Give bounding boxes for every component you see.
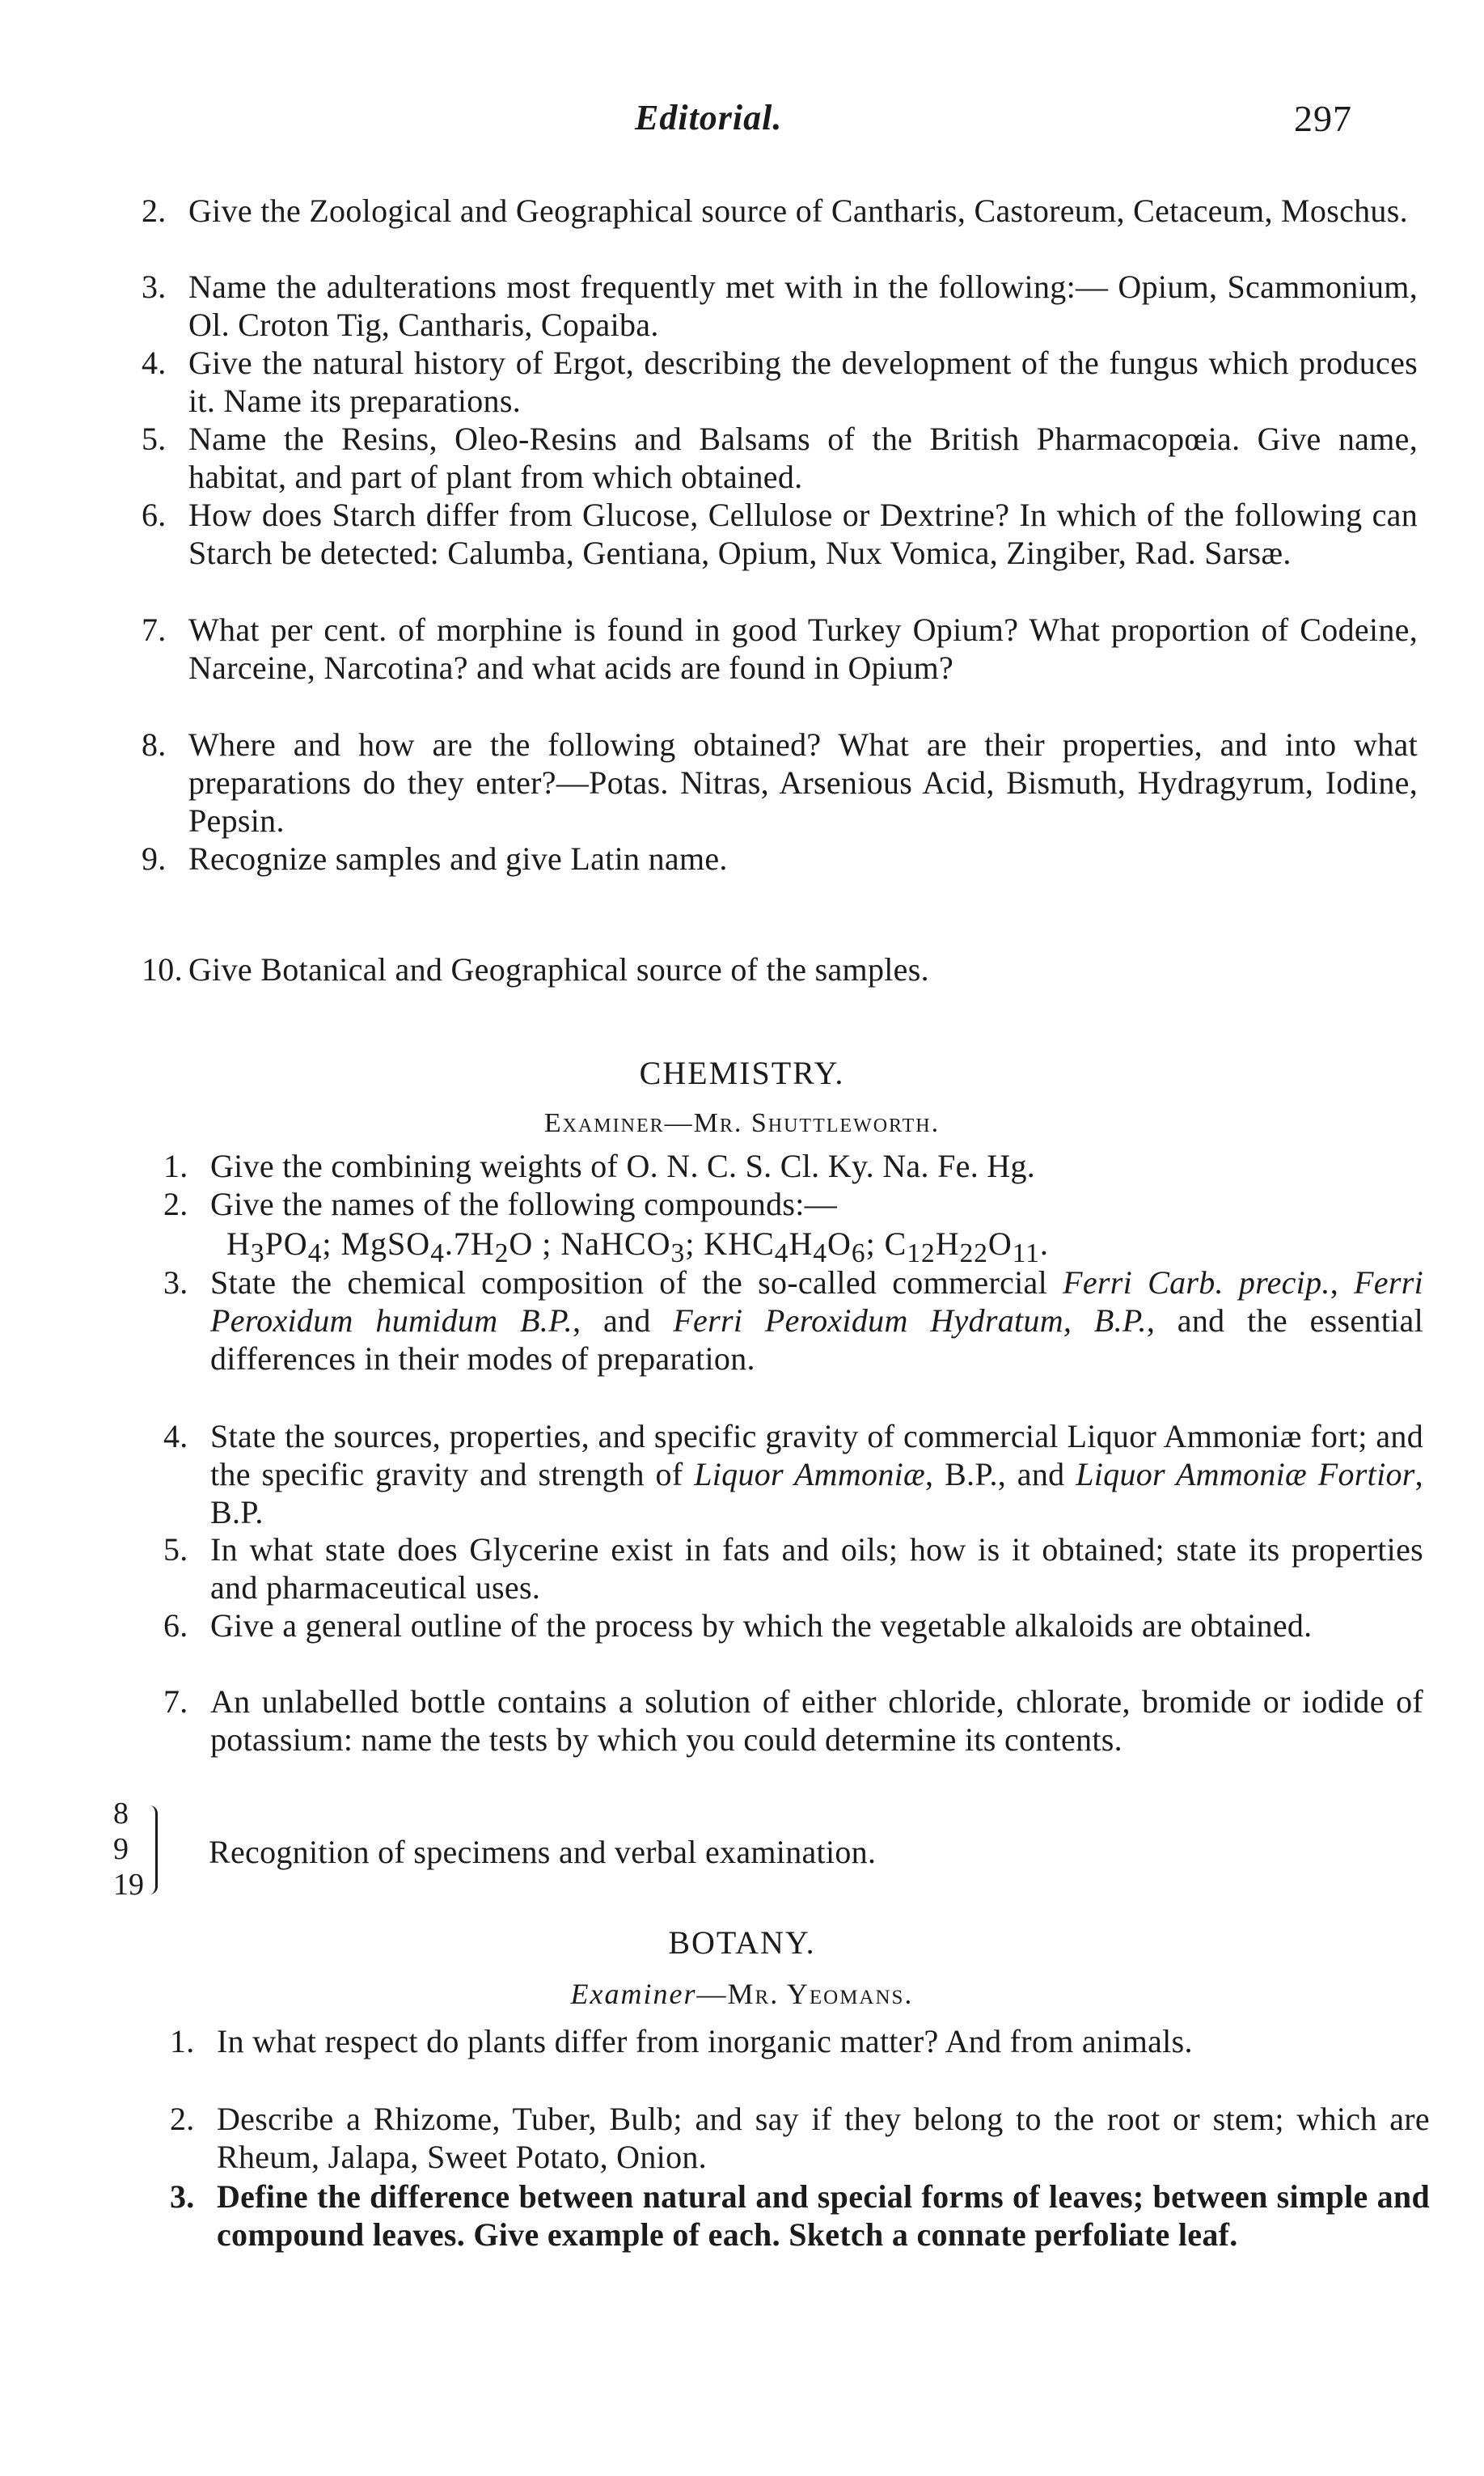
question-text: Recognize samples and give Latin name. bbox=[188, 840, 728, 877]
question-text: Define the difference between natural and special forms of leaves; between simple and compound leaves. Give example of each. Sketch a connate perfoliate leaf. bbox=[217, 2178, 1430, 2253]
question-number: 6. bbox=[163, 1607, 188, 1644]
question-item bbox=[163, 1263, 1423, 1378]
question-item bbox=[163, 1147, 1423, 1185]
question-item bbox=[142, 344, 1418, 420]
question-item bbox=[142, 950, 1418, 988]
curly-brace bbox=[144, 1805, 158, 1894]
question-item bbox=[170, 2022, 1430, 2060]
question-number: 2. bbox=[163, 1186, 188, 1222]
question-number: 3. bbox=[142, 269, 167, 305]
question-number: 5. bbox=[163, 1531, 188, 1568]
question-text: Give the names of the following compounds:— bbox=[210, 1186, 837, 1222]
page-number: 297 bbox=[1294, 98, 1352, 139]
question-number: 4. bbox=[163, 1418, 188, 1454]
question-number: 10. bbox=[142, 951, 183, 988]
question-item bbox=[163, 1417, 1423, 1531]
question-item bbox=[142, 840, 1418, 878]
question-number: 7. bbox=[163, 1683, 188, 1720]
question-number: 7. bbox=[142, 612, 167, 648]
question-text: How does Starch differ from Glucose, Cellulose or Dextrine? In which of the following can Starch be detected: Calumba, Gentiana, Opium, Nux Vomica, Zingiber, Rad. Sarsæ. bbox=[188, 497, 1418, 571]
question-text: State the sources, properties, and specific gravity of commercial Liquor Ammoniæ fort; and the specific gravity and strength of Liquor Ammoniæ, B.P., and Liquor Ammoniæ Fortior, B.P. bbox=[210, 1418, 1423, 1530]
question-text: Give Botanical and Geographical source of the samples. bbox=[188, 951, 929, 988]
question-number: 5. bbox=[142, 421, 167, 457]
question-item bbox=[163, 1185, 1423, 1223]
question-number: 3. bbox=[163, 1264, 188, 1301]
brace-number: 19 bbox=[113, 1868, 144, 1902]
chemical-formulas: $H_3PO_4$; $MgSO_4.7H_2O$ ; NaHCO$_3$; $KHC_4H_4O_6$; $C_{12}H_{22}O_{11}$. bbox=[226, 1225, 1049, 1268]
running-header-title: Editorial. bbox=[635, 98, 783, 138]
question-text: Give the natural history of Ergot, describing the development of the fungus which produces it. Name its preparations. bbox=[188, 345, 1418, 419]
question-item bbox=[142, 192, 1418, 230]
question-item bbox=[163, 1682, 1423, 1759]
question-text: Where and how are the following obtained? What are their properties, and into what preparations do they enter?—Potas. Nitras, Arsenious Acid, Bismuth, Hydragyrum, Iodine, Pepsin. bbox=[188, 726, 1418, 839]
examiner-line: Examiner—Mr. Shuttleworth. bbox=[543, 1108, 941, 1138]
question-text: Describe a Rhizome, Tuber, Bulb; and say if they belong to the root or stem; which are Rheum, Jalapa, Sweet Potato, Onion. bbox=[217, 2101, 1430, 2175]
question-number: 2. bbox=[170, 2101, 195, 2137]
question-text: Give the combining weights of O. N. C. S. Cl. Ky. Na. Fe. Hg. bbox=[210, 1148, 1036, 1184]
question-item bbox=[163, 1606, 1423, 1644]
question-text: What per cent. of morphine is found in good Turkey Opium? What proportion of Codeine, Narceine, Narcotina? and what acids are found in Opium? bbox=[188, 612, 1418, 686]
brace-number: 8 bbox=[113, 1797, 129, 1831]
brace-numbers bbox=[113, 1796, 144, 1902]
question-text: Give a general outline of the process by which the vegetable alkaloids are obtained. bbox=[210, 1607, 1313, 1644]
question-number: 6. bbox=[142, 497, 167, 533]
question-number: 8. bbox=[142, 726, 167, 763]
question-number: 3. bbox=[170, 2178, 195, 2215]
question-text: In what state does Glycerine exist in fats and oils; how is it obtained; state its properties and pharmaceutical uses. bbox=[210, 1531, 1423, 1606]
question-item bbox=[142, 420, 1418, 496]
question-text: In what respect do plants differ from inorganic matter? And from animals. bbox=[217, 2023, 1193, 2059]
question-item bbox=[170, 2100, 1430, 2176]
section-heading-botany: BOTANY. bbox=[668, 1924, 816, 1961]
question-number: 1. bbox=[163, 1148, 188, 1184]
question-text: An unlabelled bottle contains a solution of either chloride, chlorate, bromide or iodide of potassium: name the tests by which you could determine its contents. bbox=[210, 1683, 1423, 1758]
question-text: Give the Zoological and Geographical source of Cantharis, Castoreum, Cetaceum, Moschus. bbox=[188, 193, 1408, 229]
question-item bbox=[163, 1530, 1423, 1606]
question-item bbox=[142, 726, 1418, 840]
question-number: 4. bbox=[142, 345, 167, 381]
question-number: 2. bbox=[142, 193, 167, 229]
question-number: 1. bbox=[170, 2023, 195, 2059]
section-heading-chemistry: CHEMISTRY. bbox=[639, 1055, 845, 1091]
question-text: State the chemical composition of the so-called commercial Ferri Carb. precip., Ferri Peroxidum humidum B.P., and Ferri Peroxidum Hydratum, B.P., and the essential differences in their modes of preparation. bbox=[210, 1264, 1423, 1377]
question-item bbox=[142, 611, 1418, 687]
question-item bbox=[170, 2178, 1430, 2254]
question-text: Name the adulterations most frequently met with in the following:— Opium, Scammonium, Ol. Croton Tig, Cantharis, Copaiba. bbox=[188, 269, 1418, 343]
question-item bbox=[142, 496, 1418, 572]
question-text: Name the Resins, Oleo-Resins and Balsams of the British Pharmacopœia. Give name, habitat, and part of plant from which obtained. bbox=[188, 421, 1418, 495]
brace-number: 9 bbox=[113, 1832, 129, 1866]
question-item bbox=[142, 268, 1418, 344]
examiner-line: Examiner—Mr. Yeomans. bbox=[570, 1978, 914, 2010]
question-number: 9. bbox=[142, 840, 167, 877]
brace-item-text: Recognition of specimens and verbal examination. bbox=[209, 1834, 877, 1870]
